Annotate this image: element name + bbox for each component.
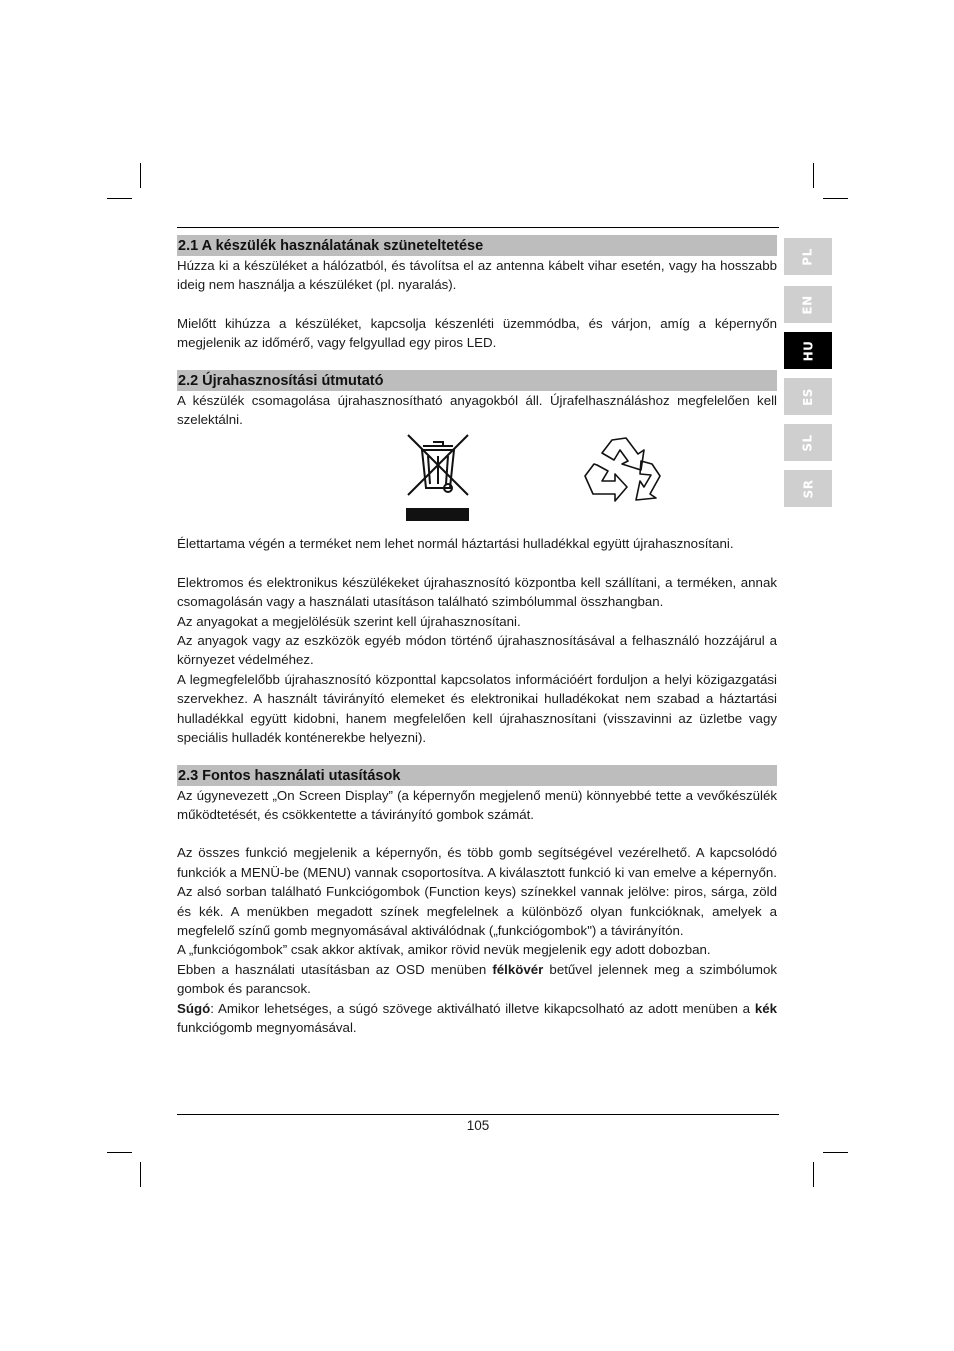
tab-sr[interactable]: SR bbox=[784, 470, 832, 507]
section-heading: 2.2 Újrahasznosítási útmutató bbox=[177, 370, 777, 391]
tab-es[interactable]: ES bbox=[784, 378, 832, 415]
paragraph: Az anyagok vagy az eszközök egyéb módon történő újrahasznosításával a felhasználó hozzájárul a környezet védelméhez. bbox=[177, 633, 777, 668]
paragraph: A „funkciógombok” csak akkor aktívak, amikor rövid nevük megjelenik egy adott dobozban. bbox=[177, 942, 711, 958]
bottom-rule bbox=[177, 1114, 779, 1115]
crop-mark bbox=[140, 1162, 141, 1187]
crop-mark bbox=[140, 163, 141, 188]
crop-mark bbox=[813, 163, 814, 188]
page-number: 105 bbox=[466, 1118, 490, 1133]
crop-mark bbox=[107, 198, 132, 199]
crop-mark bbox=[823, 1152, 848, 1153]
crop-mark bbox=[107, 1152, 132, 1153]
tab-pl[interactable]: PL bbox=[784, 238, 832, 275]
osd-paragraph: Ebben a használati utasításban az OSD menüben félkövér betűvel jelennek meg a szimbólumok gombok és parancsok. bbox=[177, 961, 778, 997]
recycling-symbols bbox=[177, 432, 777, 528]
paragraph: A készülék csomagolása újrahasznosítható anyagokból áll. Újrafelhasználáshoz megfelelően kell szelektálni. bbox=[177, 392, 777, 428]
paragraph: Húzza ki a készüléket a hálózatból, és távolítsa el az antenna kábelt vihar esetén, vagy ha hosszabb ideig nem használja a készüléket (pl. nyaralás). bbox=[177, 258, 777, 293]
tab-en[interactable]: EN bbox=[784, 286, 832, 323]
paragraph: Élettartama végén a terméket nem lehet normál háztartási hulladékkal együtt újrahasznosítani. bbox=[177, 536, 734, 552]
crop-mark bbox=[813, 1162, 814, 1187]
top-rule bbox=[177, 227, 779, 228]
crop-mark bbox=[823, 198, 848, 199]
paragraph: A legmegfelelőbb újrahasznosító központtal kapcsolatos információért forduljon a helyi közigazgatási szervekhez. A használt távirányító elemeket és elektronikai hulladékokat nem szabad a háztartási hulladékkal együtt kidobni, hanem megfelelően kell újrahasznosítani (visszavinni az üzletbe vagy speciális hulladék konténerekbe helyezni). bbox=[177, 671, 777, 746]
weee-crossed-bin-icon bbox=[405, 432, 471, 524]
help-paragraph: Súgó: Amikor lehetséges, a súgó szövege aktiválható illetve kikapcsolható az adott menüben a kék funkciógomb megnyomásával. bbox=[177, 1000, 777, 1035]
recycle-icon bbox=[582, 434, 670, 520]
section-heading: 2.1 A készülék használatának szüneteltetése bbox=[177, 235, 777, 256]
paragraph: Az úgynevezett „On Screen Display” (a képernyőn megjelenő menü) könnyebbé tette a vevőkészülék működtetését, és csökkentette a távirányító gombok számát. bbox=[177, 787, 777, 822]
section-heading: 2.3 Fontos használati utasítások bbox=[177, 765, 777, 786]
tab-sl[interactable]: SL bbox=[784, 424, 832, 461]
tab-hu[interactable]: HU bbox=[784, 332, 832, 369]
paragraph: Mielőtt kihúzza a készüléket, kapcsolja készenléti üzemmódba, és várjon, amíg a képernyőn megjelenik az időmérő, vagy felgyullad egy piros LED. bbox=[177, 315, 777, 351]
paragraph: Az összes funkció megjelenik a képernyőn, és több gomb segítségével vezérelhető. A kapcsolódó funkciók a MENÜ-be (MENU) vannak csoportosítva. A kiválasztott funkció ki van emelve a képernyőn. Az alsó sorban található Funkciógombok (Function keys) színekkel vannak jelölve: piros, sárga, zöld és kék. A menükben megadott színek megfelelnek a különböző olyan funkcióknak, amelyek a megfelelő színű gomb megnyomásával aktiválódnak („funkciógombok") a távirányítón. bbox=[177, 845, 777, 938]
paragraph: Elektromos és elektronikus készülékeket újrahasznosító központba kell szállítani, a terméken, annak csomagolásán vagy a használati utasításon található szimbólummal összhangban. bbox=[177, 574, 777, 610]
paragraph: Az anyagokat a megjelölésük szerint kell újrahasznosítani. bbox=[177, 613, 521, 629]
main-content bbox=[177, 235, 777, 1037]
